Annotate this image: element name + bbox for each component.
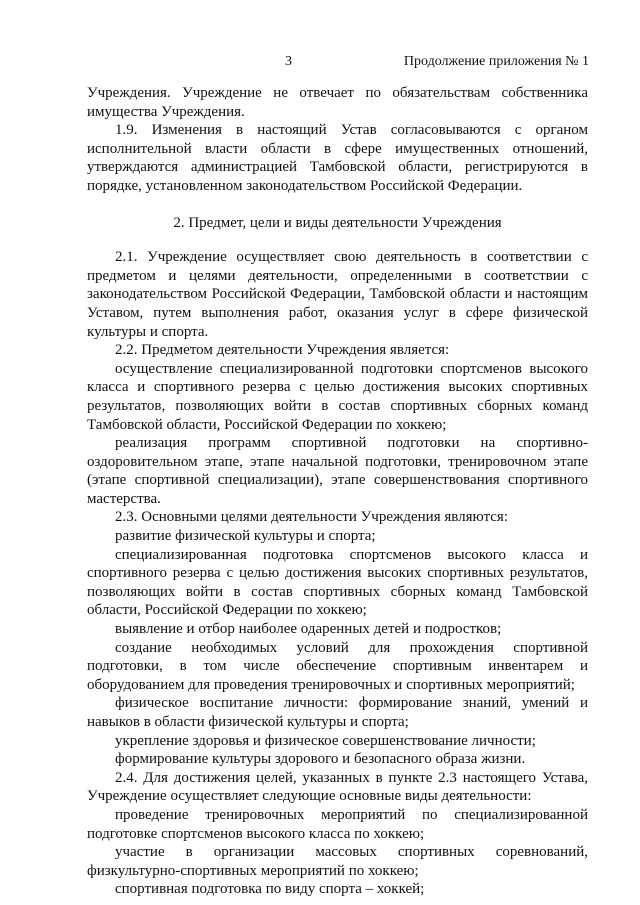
list-item: спортивная подготовка по виду спорта – хоккей; bbox=[115, 881, 425, 898]
list-item: специализированная подготовка спортсменов высокого класса и спортивного резерва с целью достижения высоких спортивных результатов, позволяющих войти в состав спортивных сборных команд Тамбовской области, Российской Федерации по хоккею; bbox=[87, 546, 588, 619]
list-item: формирование культуры здорового и безопасного образа жизни. bbox=[115, 751, 526, 768]
list-item: реализация программ спортивной подготовки на спортивно-оздоровительном этапе, этапе начальной подготовки, тренировочном этапе (этапе спортивной специализации), этапе совершенствования спортивного мастерства. bbox=[87, 435, 588, 507]
list-item: создание необходимых условий для прохождения спортивной подготовки, в том числе обеспечение спортивным инвентарем и оборудованием для проведения тренировочных и спортивных мероприятий; bbox=[87, 639, 588, 693]
paragraph-1-9: 1.9. Изменения в настоящий Устав согласовываются с органом исполнительной власти области в сфере имущественных отношений, утверждаются администрацией Тамбовской области, регистрируются в порядке, установленном законодательством Российской Федерации. bbox=[87, 122, 588, 194]
paragraph-2-1: 2.1. Учреждение осуществляет свою деятельность в соответствии с предметом и целями деятельности, определенными в соответствии с законодательством Российской Федерации, Тамбовской области и настоящим Уставом, путем выполнения работ, оказания услуг в сфере физической культуры и спорта. bbox=[87, 249, 588, 340]
section-heading: 2. Предмет, цели и виды деятельности Учреждения bbox=[173, 214, 502, 231]
appendix-continuation-label: Продолжение приложения № 1 bbox=[403, 54, 589, 69]
page-number: 3 bbox=[285, 54, 292, 69]
list-item: физическое воспитание личности: формирование знаний, умений и навыков в области физической культуры и спорта; bbox=[87, 695, 588, 730]
list-item: осуществление специализированной подготовки спортсменов высокого класса и спортивного резерва с целью достижения высоких спортивных результатов, позволяющих войти в состав спортивных сборных команд Тамбовской области, Российской Федерации по хоккею; bbox=[87, 360, 588, 433]
paragraph-2-2: 2.2. Предметом деятельности Учреждения является: bbox=[115, 342, 450, 359]
list-item: укрепление здоровья и физическое совершенствование личности; bbox=[115, 732, 536, 749]
list-item: проведение тренировочных мероприятий по специализированной подготовке спортсменов высокого класса по хоккею; bbox=[87, 806, 588, 842]
paragraph-1: Учреждения. Учреждение не отвечает по обязательствам собственника имущества Учреждения. bbox=[87, 85, 588, 120]
list-item: выявление и отбор наиболее одаренных детей и подростков; bbox=[115, 621, 502, 638]
document-body bbox=[87, 84, 588, 899]
paragraph-2-4: 2.4. Для достижения целей, указанных в пункте 2.3 настоящего Устава, Учреждение осуществляет следующие основные виды деятельности: bbox=[87, 769, 588, 805]
list-item: участие в организации массовых спортивных соревнований, физкультурно-спортивных мероприятий по хоккею; bbox=[87, 844, 588, 879]
list-item: развитие физической культуры и спорта; bbox=[115, 528, 376, 545]
paragraph-2-3: 2.3. Основными целями деятельности Учреждения являются: bbox=[115, 509, 509, 526]
